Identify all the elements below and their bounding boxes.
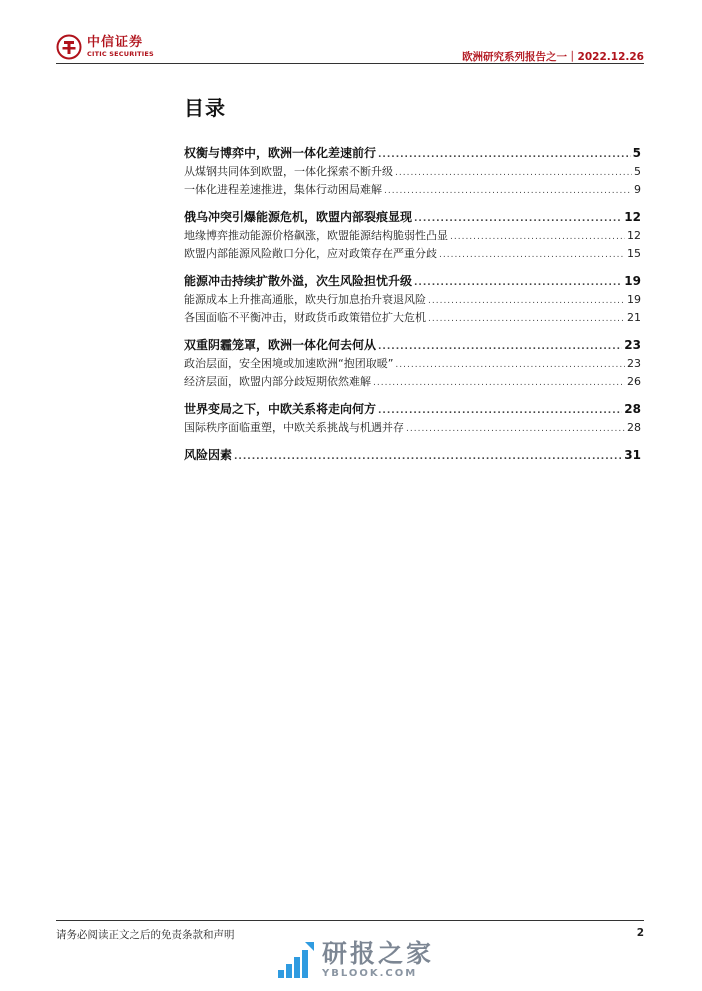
toc-entry-page: 23 xyxy=(624,338,641,352)
toc-entry-text: 风险因素 xyxy=(184,448,233,462)
toc-entry-section-3-1[interactable] xyxy=(184,291,641,309)
toc-entry-page: 19 xyxy=(627,293,641,306)
toc-entry-page: 28 xyxy=(627,421,641,434)
toc-entry-text: 一体化进程差速推进，集体行动困局难解 xyxy=(184,183,382,196)
watermark xyxy=(276,940,434,980)
footer-disclaimer: 请务必阅读正文之后的免责条款和声明 xyxy=(56,929,235,941)
toc-leader-dots xyxy=(395,360,625,370)
toc-entry-page: 9 xyxy=(634,183,641,196)
toc-entry-section-2-2[interactable] xyxy=(184,245,641,263)
toc-entry-section-2-1[interactable] xyxy=(184,227,641,245)
toc-leader-dots xyxy=(406,424,625,434)
toc-entry-page: 23 xyxy=(627,357,641,370)
toc-entry-text: 地缘博弈推动能源价格飙涨，欧盟能源结构脆弱性凸显 xyxy=(184,229,448,242)
footer-divider xyxy=(56,920,644,921)
toc-leader-dots xyxy=(439,250,625,260)
toc-leader-dots xyxy=(378,342,622,352)
toc-entry-text: 从煤钢共同体到欧盟，一体化探索不断升级 xyxy=(184,165,393,178)
toc-leader-dots xyxy=(428,296,625,306)
toc-leader-dots xyxy=(234,452,622,462)
toc-entry-page: 5 xyxy=(632,146,641,160)
logo-en-text: CITIC SECURITIES xyxy=(87,50,154,59)
toc-leader-dots xyxy=(395,168,632,178)
toc-entry-text: 欧盟内部能源风险敞口分化，应对政策存在严重分歧 xyxy=(184,247,437,260)
toc-leader-dots xyxy=(378,406,622,416)
toc-entry-chapter-5[interactable] xyxy=(184,400,641,419)
toc-leader-dots xyxy=(414,278,622,288)
citic-logo-icon xyxy=(56,34,82,60)
toc-entry-section-1-1[interactable] xyxy=(184,163,641,181)
toc-leader-dots xyxy=(378,150,631,160)
toc-entry-risk-factors[interactable] xyxy=(184,446,641,465)
toc-entry-text: 国际秩序面临重塑，中欧关系挑战与机遇并存 xyxy=(184,421,404,434)
toc-entry-section-4-2[interactable] xyxy=(184,373,641,391)
toc-leader-dots xyxy=(373,378,625,388)
toc-leader-dots xyxy=(414,214,622,224)
toc-entry-page: 5 xyxy=(634,165,641,178)
toc-leader-dots xyxy=(428,314,625,324)
toc-entry-text: 政治层面，安全困境或加速欧洲“抱团取暖” xyxy=(184,357,394,370)
watermark-cn-text: 研报之家 xyxy=(322,939,435,968)
toc-entry-page: 12 xyxy=(627,229,641,242)
toc-entry-page: 15 xyxy=(627,247,641,260)
toc-entry-chapter-4[interactable] xyxy=(184,336,641,355)
toc-entry-section-3-2[interactable] xyxy=(184,309,641,327)
toc-entry-page: 19 xyxy=(624,274,641,288)
toc-entry-page: 12 xyxy=(624,210,641,224)
toc-entry-text: 各国面临不平衡冲击，财政货币政策错位扩大危机 xyxy=(184,311,426,324)
watermark-en-text: YBLOOK.COM xyxy=(322,968,418,979)
toc-entry-chapter-2[interactable] xyxy=(184,208,641,227)
toc-entry-text: 经济层面，欧盟内部分歧短期依然难解 xyxy=(184,375,371,388)
toc-entry-section-5-1[interactable] xyxy=(184,419,641,437)
toc-leader-dots xyxy=(384,186,632,196)
toc-entry-section-4-1[interactable] xyxy=(184,355,641,373)
toc-entry-page: 28 xyxy=(624,402,641,416)
toc-entry-chapter-1[interactable] xyxy=(184,144,641,163)
toc-entry-page: 21 xyxy=(627,311,641,324)
toc-title: 目录 xyxy=(184,96,226,120)
citic-logo xyxy=(56,34,154,60)
toc-entry-page: 26 xyxy=(627,375,641,388)
logo-cn-text: 中信证券 xyxy=(87,35,144,51)
toc-leader-dots xyxy=(450,232,625,242)
toc-entry-text: 能源成本上升推高通胀，欧央行加息抬升衰退风险 xyxy=(184,293,426,306)
page-header xyxy=(56,30,644,66)
toc-entry-text: 能源冲击持续扩散外溢，次生风险担忧升级 xyxy=(184,274,413,288)
page-number: 2 xyxy=(636,927,644,939)
header-divider xyxy=(56,63,644,64)
yblook-logo-icon xyxy=(276,940,316,980)
toc-entry-text: 世界变局之下，中欧关系将走向何方 xyxy=(184,402,377,416)
toc-entry-text: 俄乌冲突引爆能源危机，欧盟内部裂痕显现 xyxy=(184,210,413,224)
report-series-tag: 欧洲研究系列报告之一｜2022.12.26 xyxy=(462,51,644,63)
table-of-contents xyxy=(184,144,641,465)
toc-entry-text: 权衡与博弈中，欧洲一体化差速前行 xyxy=(184,146,377,160)
toc-entry-page: 31 xyxy=(624,448,641,462)
toc-entry-chapter-3[interactable] xyxy=(184,272,641,291)
toc-entry-section-1-2[interactable] xyxy=(184,181,641,199)
toc-entry-text: 双重阴霾笼罩，欧洲一体化何去何从 xyxy=(184,338,377,352)
